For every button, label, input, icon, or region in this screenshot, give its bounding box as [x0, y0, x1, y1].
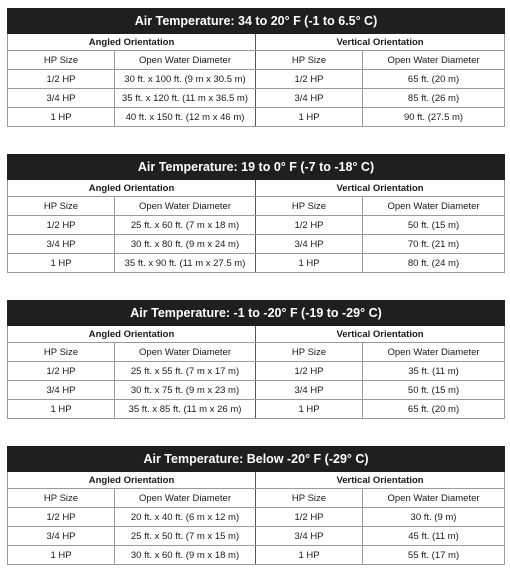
- temp-table-2: [7, 154, 505, 273]
- hp-size-header: HP Size: [8, 51, 115, 70]
- angled-hp-cell: 1/2 HP: [8, 70, 115, 89]
- hp-size-header: HP Size: [256, 197, 363, 216]
- angled-diameter-cell: 35 ft. x 90 ft. (11 m x 27.5 m): [115, 254, 256, 273]
- hp-size-header: HP Size: [256, 343, 363, 362]
- vertical-hp-cell: 1 HP: [256, 108, 363, 127]
- angled-diameter-cell: 25 ft. x 55 ft. (7 m x 17 m): [115, 362, 256, 381]
- table-title: Air Temperature: Below -20° F (-29° C): [8, 447, 505, 472]
- table-row: [8, 89, 505, 108]
- column-header-row: [8, 343, 505, 362]
- angled-diameter-cell: 35 ft. x 85 ft. (11 m x 26 m): [115, 400, 256, 419]
- vertical-hp-cell: 1/2 HP: [256, 216, 363, 235]
- angled-diameter-cell: 25 ft. x 50 ft. (7 m x 15 m): [115, 527, 256, 546]
- table-row: [8, 546, 505, 565]
- table-row: [8, 381, 505, 400]
- diameter-header: Open Water Diameter: [363, 489, 505, 508]
- diameter-header: Open Water Diameter: [363, 343, 505, 362]
- vertical-hp-cell: 3/4 HP: [256, 527, 363, 546]
- angled-diameter-cell: 30 ft. x 60 ft. (9 m x 18 m): [115, 546, 256, 565]
- vertical-diameter-cell: 50 ft. (15 m): [363, 216, 505, 235]
- angled-hp-cell: 1 HP: [8, 400, 115, 419]
- vertical-diameter-cell: 50 ft. (15 m): [363, 381, 505, 400]
- column-header-row: [8, 489, 505, 508]
- angled-orientation-header: Angled Orientation: [8, 326, 256, 343]
- table-row: [8, 254, 505, 273]
- vertical-diameter-cell: 30 ft. (9 m): [363, 508, 505, 527]
- table-row: [8, 400, 505, 419]
- column-header-row: [8, 51, 505, 70]
- diameter-header: Open Water Diameter: [363, 51, 505, 70]
- table-title: Air Temperature: -1 to -20° F (-19 to -29° C): [8, 301, 505, 326]
- diameter-header: Open Water Diameter: [115, 197, 256, 216]
- table-title: Air Temperature: 34 to 20° F (-1 to 6.5° C): [8, 9, 505, 34]
- vertical-orientation-header: Vertical Orientation: [256, 180, 505, 197]
- diameter-header: Open Water Diameter: [115, 343, 256, 362]
- angled-orientation-header: Angled Orientation: [8, 472, 256, 489]
- hp-size-header: HP Size: [8, 343, 115, 362]
- angled-diameter-cell: 30 ft. x 75 ft. (9 m x 23 m): [115, 381, 256, 400]
- angled-hp-cell: 3/4 HP: [8, 89, 115, 108]
- angled-hp-cell: 1 HP: [8, 108, 115, 127]
- vertical-orientation-header: Vertical Orientation: [256, 472, 505, 489]
- vertical-hp-cell: 3/4 HP: [256, 89, 363, 108]
- vertical-hp-cell: 1/2 HP: [256, 508, 363, 527]
- angled-diameter-cell: 30 ft. x 80 ft. (9 m x 24 m): [115, 235, 256, 254]
- vertical-diameter-cell: 65 ft. (20 m): [363, 400, 505, 419]
- hp-size-header: HP Size: [256, 489, 363, 508]
- hp-size-header: HP Size: [256, 51, 363, 70]
- table-row: [8, 108, 505, 127]
- vertical-diameter-cell: 70 ft. (21 m): [363, 235, 505, 254]
- vertical-hp-cell: 1 HP: [256, 546, 363, 565]
- column-header-row: [8, 197, 505, 216]
- vertical-hp-cell: 3/4 HP: [256, 235, 363, 254]
- vertical-diameter-cell: 55 ft. (17 m): [363, 546, 505, 565]
- angled-hp-cell: 1/2 HP: [8, 508, 115, 527]
- angled-hp-cell: 1 HP: [8, 546, 115, 565]
- angled-hp-cell: 3/4 HP: [8, 527, 115, 546]
- diameter-header: Open Water Diameter: [363, 197, 505, 216]
- table-row: [8, 235, 505, 254]
- vertical-hp-cell: 3/4 HP: [256, 381, 363, 400]
- angled-orientation-header: Angled Orientation: [8, 34, 256, 51]
- angled-hp-cell: 3/4 HP: [8, 235, 115, 254]
- vertical-orientation-header: Vertical Orientation: [256, 326, 505, 343]
- diameter-header: Open Water Diameter: [115, 489, 256, 508]
- hp-size-header: HP Size: [8, 489, 115, 508]
- table-row: [8, 216, 505, 235]
- angled-hp-cell: 1/2 HP: [8, 216, 115, 235]
- vertical-diameter-cell: 45 ft. (11 m): [363, 527, 505, 546]
- temp-table-3: [7, 300, 505, 419]
- vertical-diameter-cell: 85 ft. (26 m): [363, 89, 505, 108]
- angled-diameter-cell: 30 ft. x 100 ft. (9 m x 30.5 m): [115, 70, 256, 89]
- table-row: [8, 362, 505, 381]
- temp-table-4: [7, 446, 505, 565]
- angled-hp-cell: 3/4 HP: [8, 381, 115, 400]
- vertical-hp-cell: 1/2 HP: [256, 362, 363, 381]
- vertical-diameter-cell: 35 ft. (11 m): [363, 362, 505, 381]
- table-row: [8, 70, 505, 89]
- angled-orientation-header: Angled Orientation: [8, 180, 256, 197]
- angled-hp-cell: 1 HP: [8, 254, 115, 273]
- angled-diameter-cell: 40 ft. x 150 ft. (12 m x 46 m): [115, 108, 256, 127]
- vertical-hp-cell: 1 HP: [256, 400, 363, 419]
- angled-diameter-cell: 20 ft. x 40 ft. (6 m x 12 m): [115, 508, 256, 527]
- vertical-orientation-header: Vertical Orientation: [256, 34, 505, 51]
- vertical-diameter-cell: 90 ft. (27.5 m): [363, 108, 505, 127]
- angled-diameter-cell: 25 ft. x 60 ft. (7 m x 18 m): [115, 216, 256, 235]
- angled-hp-cell: 1/2 HP: [8, 362, 115, 381]
- vertical-diameter-cell: 65 ft. (20 m): [363, 70, 505, 89]
- temp-table-1: [7, 8, 505, 127]
- hp-size-header: HP Size: [8, 197, 115, 216]
- table-row: [8, 508, 505, 527]
- table-row: [8, 527, 505, 546]
- vertical-hp-cell: 1/2 HP: [256, 70, 363, 89]
- vertical-hp-cell: 1 HP: [256, 254, 363, 273]
- angled-diameter-cell: 35 ft. x 120 ft. (11 m x 36.5 m): [115, 89, 256, 108]
- table-title: Air Temperature: 19 to 0° F (-7 to -18° C): [8, 155, 505, 180]
- vertical-diameter-cell: 80 ft. (24 m): [363, 254, 505, 273]
- diameter-header: Open Water Diameter: [115, 51, 256, 70]
